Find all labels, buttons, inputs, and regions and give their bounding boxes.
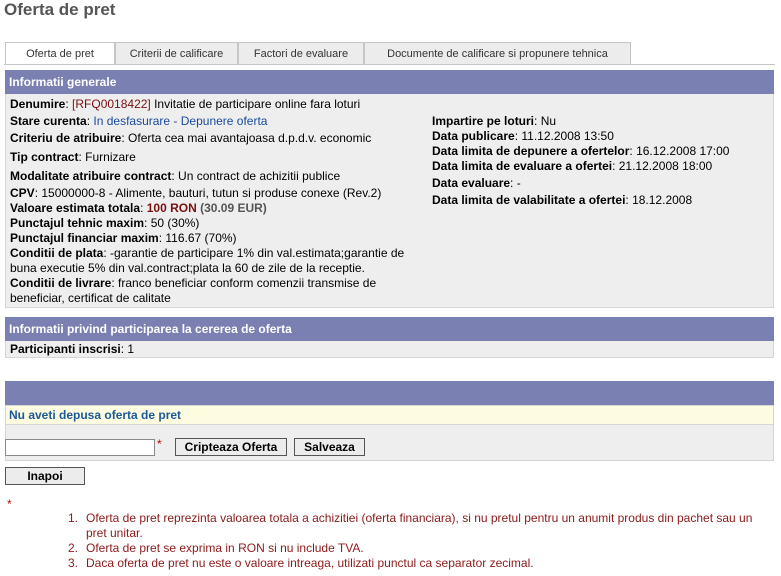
evaluare-value: - [516, 176, 521, 190]
publicare-label: Data publicare [432, 129, 515, 143]
plata-value: -garantie de participare 1% din val.estimata;garantie de buna executie 5% din val.contract;plata la 60 de zile de la receptie. [10, 246, 405, 275]
tab-divider [4, 64, 775, 65]
required-mark: * [157, 437, 162, 451]
denumire-label: Denumire [10, 97, 66, 111]
plata-label: Conditii de plata [10, 246, 104, 260]
encrypt-offer-button[interactable]: Cripteaza Oferta [175, 438, 287, 456]
note-item-1 [68, 511, 768, 541]
cpv-row: CPV: 15000000-8 - Alimente, bauturi, tutun si produse conexe (Rev.2) [10, 186, 382, 200]
note-item-3 [68, 556, 768, 571]
note-number: 3. [68, 556, 79, 570]
inscrisi-label: Participanti inscrisi [10, 342, 121, 356]
inscrisi-row: Participanti inscrisi: 1 [10, 342, 135, 356]
publicare-value: 11.12.2008 13:50 [521, 129, 614, 143]
general-info-panel [5, 94, 774, 308]
tehnic-label: Punctajul tehnic maxim [10, 216, 145, 230]
offer-price-input[interactable] [5, 439, 155, 456]
plata-row: Conditii de plata: -garantie de participare 1% din val.estimata;garantie de buna executie 5% din val.contract;plata la 60 de zile de la receptie. [10, 246, 405, 275]
note-text: Oferta de pret reprezinta valoarea totala a achizitiei (oferta financiara), si nu pretul pentru un anumit produs din pachet sau un pret unitar. [86, 511, 753, 540]
tab-oferta-de-pret[interactable]: Oferta de pret [5, 42, 115, 65]
offer-status-message: Nu aveti depusa oferta de pret [9, 408, 182, 422]
cpv-label: CPV [10, 186, 35, 200]
modalitate-row: Modalitate atribuire contract: Un contract de achizitii publice [10, 169, 341, 183]
evaluare-limita-row: Data limita de evaluare a ofertei: 21.12.2008 18:00 [432, 159, 713, 173]
modalitate-label: Modalitate atribuire contract [10, 169, 172, 183]
valoare-ron: 100 RON [146, 201, 197, 215]
financiar-label: Punctajul financiar maxim [10, 231, 159, 245]
tip-contract-row: Tip contract: Furnizare [10, 150, 136, 164]
tehnic-row: Punctajul tehnic maxim: 50 (30%) [10, 216, 200, 230]
depunere-value: 16.12.2008 17:00 [636, 144, 730, 158]
tehnic-value: 50 (30%) [150, 216, 200, 230]
denumire-row: Denumire: [RFQ0018422] Invitatie de participare online fara loturi [10, 97, 361, 111]
criteriu-row: Criteriu de atribuire: Oferta cea mai avantajoasa d.p.d.v. economic [10, 131, 372, 145]
note-item-2 [68, 541, 768, 556]
tab-criterii-de-calificare[interactable]: Criterii de calificare [115, 42, 238, 64]
denumire-value: Invitatie de participare online fara loturi [154, 97, 361, 111]
tip-contract-value: Furnizare [85, 150, 136, 164]
depunere-label: Data limita de depunere a ofertelor [432, 144, 630, 158]
stare-row: Stare curenta: In desfasurare - Depunere oferta [10, 114, 268, 128]
section-header-general: Informatii generale [5, 70, 774, 94]
evaluare-limita-label: Data limita de evaluare a ofertei [432, 159, 613, 173]
page-title: Oferta de pret [4, 0, 116, 19]
livrare-value: franco beneficiar conform comenzii transmise de beneficiar, certificat de calitate [10, 276, 377, 305]
note-number: 1. [68, 511, 79, 525]
loturi-row: Impartire pe loturi: Nu [432, 114, 557, 128]
note-text: Oferta de pret se exprima in RON si nu include TVA. [86, 541, 364, 555]
criteriu-value: Oferta cea mai avantajoasa d.p.d.v. economic [128, 131, 372, 145]
criteriu-label: Criteriu de atribuire [10, 131, 122, 145]
evaluare-row: Data evaluare: - [432, 176, 521, 190]
modalitate-value: Un contract de achizitii publice [178, 169, 341, 183]
livrare-label: Conditii de livrare [10, 276, 112, 290]
save-button[interactable]: Salveaza [294, 438, 365, 456]
offer-status-bar [5, 405, 774, 425]
stare-value: In desfasurare - Depunere oferta [93, 114, 268, 128]
back-button[interactable]: Inapoi [5, 467, 85, 485]
inscrisi-value: 1 [127, 342, 135, 356]
participation-panel [5, 341, 774, 358]
notes-mark: * [7, 497, 12, 511]
tip-contract-label: Tip contract [10, 150, 79, 164]
stare-label: Stare curenta [10, 114, 87, 128]
valoare-label: Valoare estimata totala [10, 201, 141, 215]
valabilitate-label: Data limita de valabilitate a ofertei [432, 193, 626, 207]
section-header-participation: Informatii privind participarea la cererea de oferta [5, 317, 774, 341]
offer-section-header [5, 381, 774, 405]
evaluare-limita-value: 21.12.2008 18:00 [618, 159, 713, 173]
financiar-value: 116.67 (70%) [165, 231, 237, 245]
financiar-row: Punctajul financiar maxim: 116.67 (70%) [10, 231, 237, 245]
evaluare-label: Data evaluare [432, 176, 511, 190]
publicare-row: Data publicare: 11.12.2008 13:50 [432, 129, 614, 143]
livrare-row: Conditii de livrare: franco beneficiar conform comenzii transmise de beneficiar, certificat de calitate [10, 276, 377, 305]
valoare-row: Valoare estimata totala: 100 RON (30.09 EUR) [10, 201, 267, 215]
tab-factori-de-evaluare[interactable]: Factori de evaluare [238, 42, 364, 64]
valabilitate-value: 18.12.2008 [632, 193, 693, 207]
loturi-label: Impartire pe loturi [432, 114, 535, 128]
note-text: Daca oferta de pret nu este o valoare intreaga, utilizati punctul ca separator zecimal. [86, 556, 534, 570]
note-number: 2. [68, 541, 79, 555]
valoare-eur: (30.09 EUR) [200, 201, 267, 215]
loturi-value: Nu [540, 114, 557, 128]
cpv-value: 15000000-8 - Alimente, bauturi, tutun si produse conexe (Rev.2) [41, 186, 382, 200]
tab-documente-de-calificare[interactable]: Documente de calificare si propunere tehnica [364, 42, 631, 64]
depunere-row: Data limita de depunere a ofertelor: 16.12.2008 17:00 [432, 144, 730, 158]
valabilitate-row: Data limita de valabilitate a ofertei: 18.12.2008 [432, 193, 693, 207]
denumire-code: [RFQ0018422] [72, 97, 151, 111]
